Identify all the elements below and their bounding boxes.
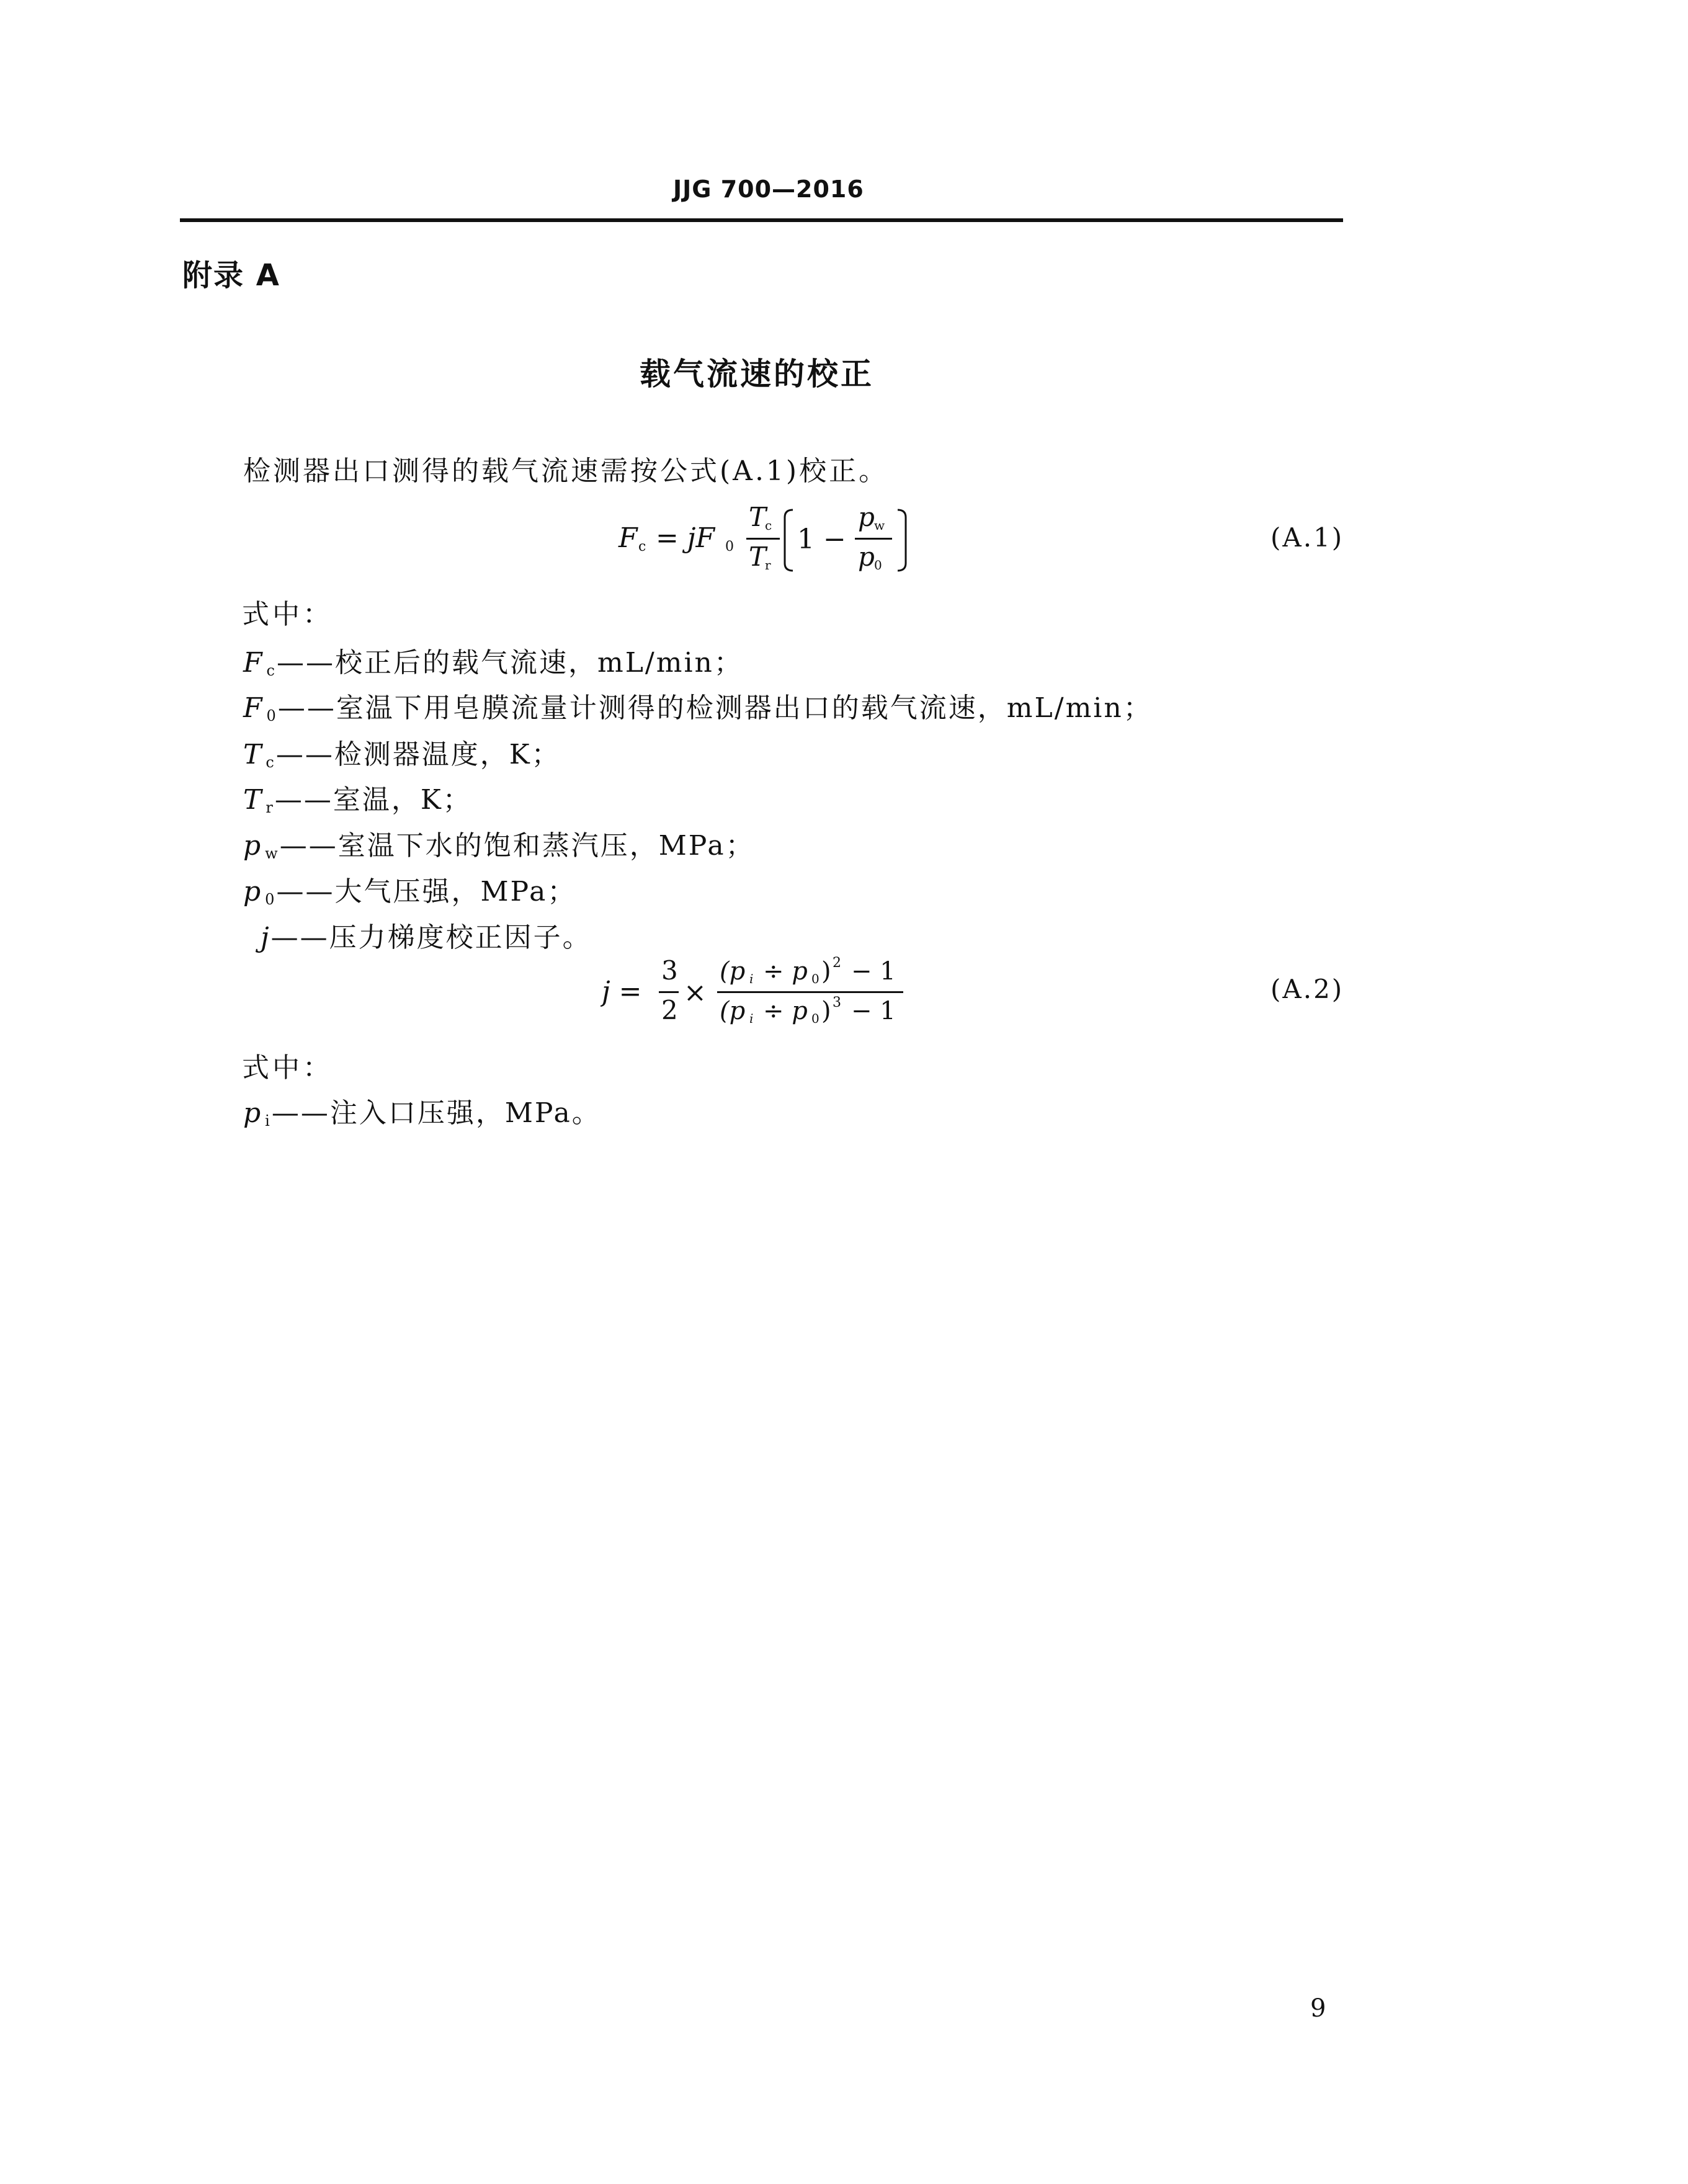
intro-paragraph: 检测器出口测得的载气流速需按公式(A.1)校正。 [243,455,889,487]
def-symbol: j [261,922,271,953]
eq2-frac-bar [717,991,903,993]
eq1-inner-bar [855,538,892,540]
equation-a2-label: (A.2) [1270,974,1344,1004]
equation-a2 [601,952,923,1033]
eq1-lhs-sub: c [638,539,646,555]
equation-a1 [617,499,909,579]
def-text: ——室温下水的饱和蒸汽压，MPa； [279,830,755,862]
section-title: 载气流速的校正 [640,356,874,392]
def-symbol: p [243,1097,263,1129]
equation-a1-label: (A.1) [1270,522,1344,553]
definition-tr [243,777,472,817]
eq2-num-tail: − 1 [851,957,896,986]
eq2-coef-num: 3 [661,955,678,986]
def-symbol: p [243,876,263,907]
eq2-den-sup: 3 [833,995,841,1010]
eq2-den-sub-i: i [749,1011,754,1026]
def-subscript: c [266,754,276,771]
eq2-num-open: (p [720,957,746,986]
definition-tc [243,732,561,772]
eq2-den-tail: − 1 [851,997,896,1025]
eq1-one-minus: 1 − [797,524,846,555]
definition-f0 [243,685,1153,725]
def-subscript: c [266,662,277,679]
def-text: ——室温，K； [274,784,472,816]
def-symbol: T [243,739,264,770]
eq1-inner-num-sub: w [874,518,885,533]
eq2-num-close: ) [821,957,831,986]
eq2-den-close: ) [821,997,831,1025]
standard-code: JJG 700—2016 [673,176,864,203]
definition-pw [243,823,755,863]
eq1-left-paren [785,510,793,571]
def-symbol: F [243,647,264,679]
eq1-lhs: F [618,522,638,554]
eq2-den-sub-0: 0 [811,1011,819,1026]
eq1-frac-den-sub: r [765,558,771,573]
def-subscript: 0 [265,891,277,908]
def-subscript: w [265,845,280,862]
eq1-frac-num-sub: c [765,518,772,533]
appendix-label: 附录 A [182,258,280,293]
eq2-lhs: j = [602,976,642,1007]
eq1-frac-num: T [749,502,767,532]
eq2-coef-den: 2 [661,995,678,1025]
eq1-jf-sub: 0 [725,539,734,555]
def-subscript: i [265,1112,272,1130]
eq1-right-paren [898,510,906,571]
eq2-coef-bar [659,991,679,993]
def-subscript: 0 [266,707,278,724]
definition-j [261,915,592,955]
def-text: ——检测器温度，K； [275,739,561,770]
def-symbol: T [243,784,264,816]
eq2-den-open: (p [720,997,746,1025]
def-subscript: r [266,799,275,816]
eq1-inner-num: p [858,502,875,532]
eq1-jf: = jF [656,522,715,554]
eq1-inner-den-sub: 0 [874,558,882,573]
eq2-num-sub-0: 0 [811,971,819,986]
definition-p0 [243,869,576,909]
def-text: ——室温下用皂膜流量计测得的检测器出口的载气流速，mL/min； [277,692,1153,724]
eq1-frac-bar [746,538,780,540]
definition-fc [243,640,743,680]
eq1-frac-den: T [749,542,767,572]
header-rule [180,218,1343,222]
eq2-num-sup: 2 [833,955,841,971]
def-symbol: p [243,830,263,862]
def-text: ——校正后的载气流速，mL/min； [276,647,743,679]
page-number: 9 [1310,1994,1326,2023]
definition-pi [243,1090,601,1130]
eq2-times: × [684,977,707,1009]
def-text: ——压力梯度校正因子。 [270,922,592,953]
def-symbol: F [243,692,264,724]
where-label-1: 式中： [242,599,333,630]
def-text: ——注入口压强，MPa。 [271,1097,601,1129]
def-text: ——大气压强，MPa； [276,876,577,907]
where-label-2: 式中： [242,1052,333,1084]
eq2-den-div: ÷ p [763,997,808,1025]
eq2-num-sub-i: i [749,971,754,986]
eq2-num-div: ÷ p [763,957,808,986]
eq1-inner-den: p [858,542,875,572]
